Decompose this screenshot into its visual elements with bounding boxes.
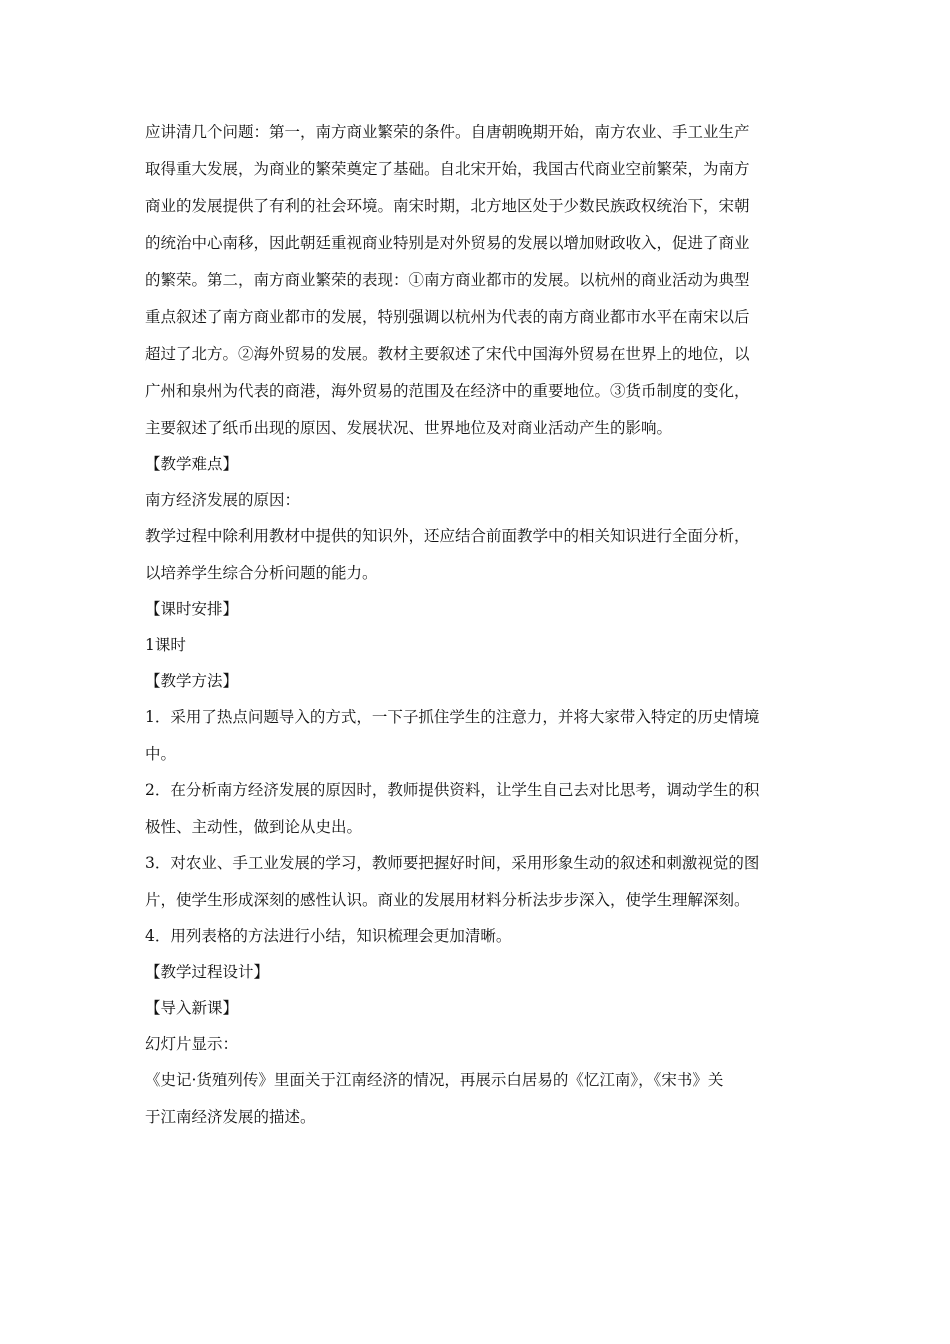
section-heading-teaching-difficulty: 【教学难点】 [145, 455, 239, 473]
paragraph-line: 超过了北方。②海外贸易的发展。教材主要叙述了宋代中国海外贸易在世界上的地位，以 [145, 345, 750, 363]
section-heading-introduction: 【导入新课】 [145, 999, 239, 1017]
list-item-line: 片，使学生形成深刻的感性认识。商业的发展用材料分析法步步深入，使学生理解深刻。 [145, 891, 750, 909]
paragraph-line: 南方经济发展的原因： [145, 491, 301, 509]
paragraph-line: 重点叙述了南方商业都市的发展，特别强调以杭州为代表的南方商业都市水平在南宋以后 [145, 308, 750, 326]
list-item-line: 1．采用了热点问题导入的方式，一下子抓住学生的注意力，并将大家带入特定的历史情境 [145, 708, 760, 726]
list-item-line: 2．在分析南方经济发展的原因时，教师提供资料，让学生自己去对比思考，调动学生的积 [145, 781, 760, 799]
paragraph-line: 取得重大发展，为商业的繁荣奠定了基础。自北宋开始，我国古代商业空前繁荣，为南方 [145, 160, 750, 178]
paragraph-line: 《史记·货殖列传》里面关于江南经济的情况，再展示白居易的《忆江南》，《宋书》关 [145, 1071, 724, 1089]
section-heading-class-schedule: 【课时安排】 [145, 600, 239, 618]
list-item-line: 极性、主动性，做到论从史出。 [145, 818, 363, 836]
paragraph-line: 的统治中心南移，因此朝廷重视商业特别是对外贸易的发展以增加财政收入，促进了商业 [145, 234, 750, 252]
paragraph-line: 商业的发展提供了有利的社会环境。南宋时期，北方地区处于少数民族政权统治下，宋朝 [145, 197, 750, 215]
list-item-line: 中。 [145, 745, 177, 763]
paragraph-line: 应讲清几个问题：第一，南方商业繁荣的条件。自唐朝晚期开始，南方农业、手工业生产 [145, 123, 750, 141]
list-item-line: 3．对农业、手工业发展的学习，教师要把握好时间，采用形象生动的叙述和刺激视觉的图 [145, 854, 760, 872]
section-heading-teaching-methods: 【教学方法】 [145, 672, 239, 690]
paragraph-line: 幻灯片显示： [145, 1035, 239, 1053]
paragraph-line: 于江南经济发展的描述。 [145, 1108, 316, 1126]
paragraph-line: 1课时 [145, 636, 186, 654]
paragraph-line: 的繁荣。第二，南方商业繁荣的表现：①南方商业都市的发展。以杭州的商业活动为典型 [145, 271, 750, 289]
section-heading-process-design: 【教学过程设计】 [145, 963, 270, 981]
paragraph-line: 广州和泉州为代表的商港，海外贸易的范围及在经济中的重要地位。③货币制度的变化， [145, 382, 750, 400]
document-body [145, 122, 805, 1127]
paragraph-line: 主要叙述了纸币出现的原因、发展状况、世界地位及对商业活动产生的影响。 [145, 419, 673, 437]
paragraph-line: 以培养学生综合分析问题的能力。 [145, 564, 378, 582]
paragraph-line: 教学过程中除利用教材中提供的知识外，还应结合前面教学中的相关知识进行全面分析， [145, 527, 750, 545]
list-item-line: 4．用列表格的方法进行小结，知识梳理会更加清晰。 [145, 927, 512, 945]
